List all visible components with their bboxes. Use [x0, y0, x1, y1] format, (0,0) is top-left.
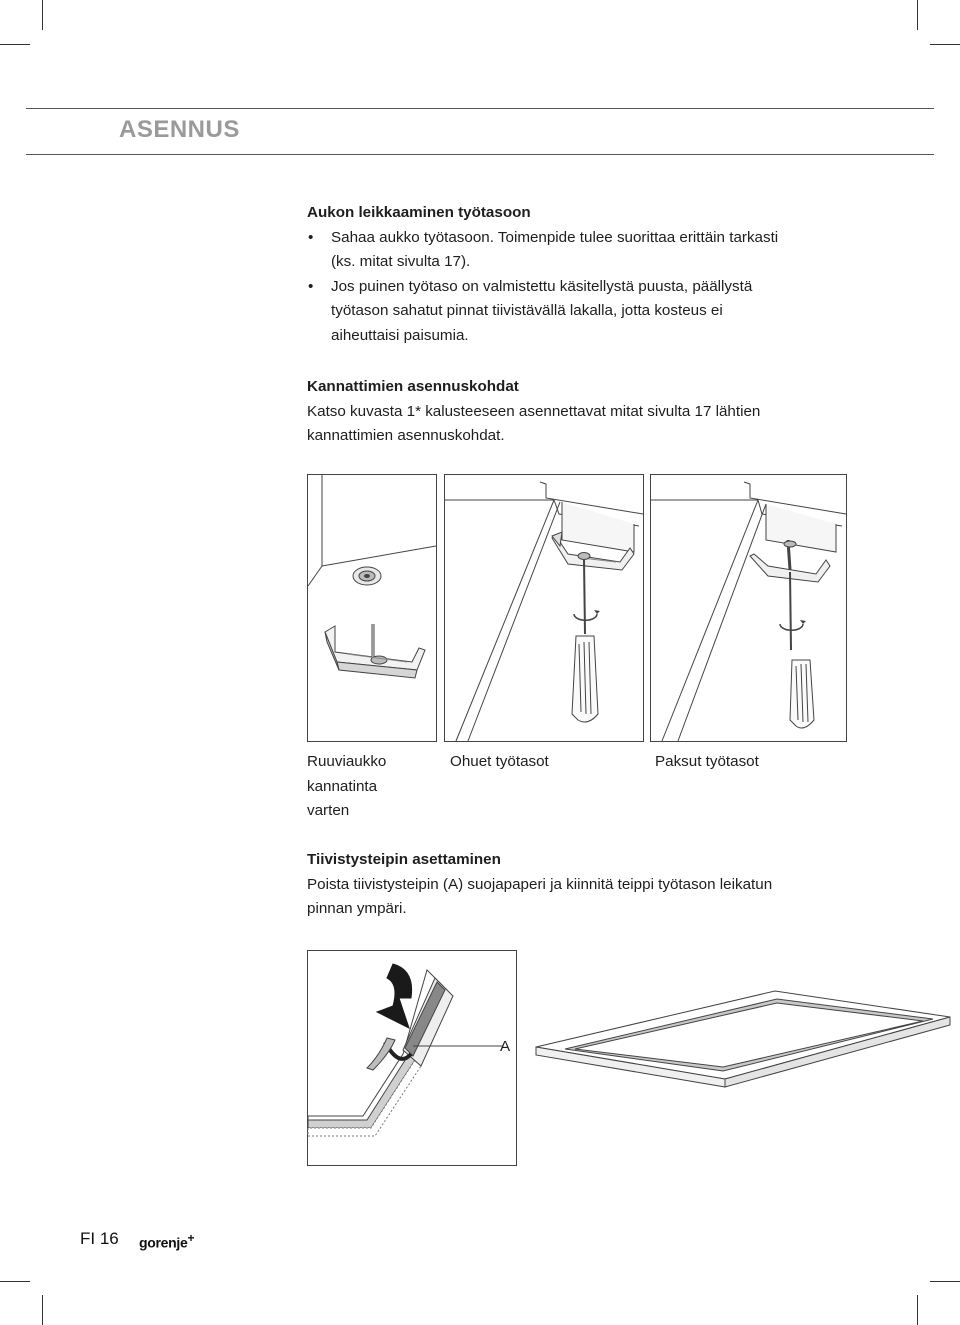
text-line: työtason sahatut pinnat tiivistävällä lakalla, jotta kosteus ei	[331, 302, 723, 320]
text-line: Jos puinen työtaso on valmistettu käsitellystä puusta, päällystä	[331, 277, 753, 295]
crop-mark	[42, 1295, 43, 1325]
caption-line: Paksut työtasot	[655, 753, 759, 770]
text-line: pinnan ympäri.	[307, 900, 407, 918]
crop-mark	[0, 44, 30, 45]
crop-mark	[42, 0, 43, 30]
section-brackets	[307, 375, 847, 449]
bullet-item	[307, 226, 847, 275]
figure-caption	[307, 750, 386, 824]
brand-logo	[139, 1231, 194, 1251]
section-sealing-tape	[307, 848, 847, 922]
text-line: (ks. mitat sivulta 17).	[331, 253, 471, 271]
thin-countertop-illustration	[444, 474, 644, 742]
crop-mark	[930, 44, 960, 45]
crop-mark	[917, 0, 918, 30]
bullet-dot: •	[308, 277, 314, 295]
thick-countertop-illustration	[650, 474, 847, 742]
sealing-tape-illustration	[307, 950, 517, 1166]
text-line: Katso kuvasta 1* kalusteeseen asennettavat mitat sivulta 17 lähtien	[307, 402, 761, 420]
text-line: kannattimien asennuskohdat.	[307, 427, 505, 445]
header-rule-top	[26, 108, 934, 109]
bracket-screw-hole-illustration	[307, 474, 437, 742]
header-rule-bottom	[26, 154, 934, 155]
section-cutting	[307, 201, 847, 349]
brand-mark: +	[187, 1231, 195, 1245]
brand-name: gorenje	[139, 1234, 188, 1251]
countertop-cutout-illustration	[535, 983, 955, 1093]
section-title: ASENNUS	[119, 116, 240, 143]
section-heading: Tiivistysteipin asettaminen	[307, 851, 501, 868]
text-line: Poista tiivistysteipin (A) suojapaperi ja kiinnitä teippi työtason leikatun	[307, 875, 773, 893]
bullet-dot: •	[308, 228, 314, 246]
figure-caption	[655, 750, 759, 775]
crop-mark	[0, 1281, 30, 1282]
page-number: FI 16	[80, 1229, 119, 1248]
crop-mark	[930, 1281, 960, 1282]
bullet-item	[307, 275, 847, 349]
text-line: aiheuttaisi paisumia.	[331, 326, 469, 344]
section-heading: Aukon leikkaaminen työtasoon	[307, 204, 531, 221]
caption-line: varten	[307, 802, 350, 820]
tape-label: A	[500, 1038, 511, 1055]
caption-line: Ruuviaukko	[307, 753, 387, 770]
section-heading: Kannattimien asennuskohdat	[307, 378, 519, 395]
crop-mark	[917, 1295, 918, 1325]
caption-line: Ohuet työtasot	[450, 753, 549, 770]
caption-line: kannatinta	[307, 777, 378, 795]
figure-caption	[450, 750, 549, 775]
text-line: Sahaa aukko työtasoon. Toimenpide tulee suorittaa erittäin tarkasti	[331, 228, 779, 246]
